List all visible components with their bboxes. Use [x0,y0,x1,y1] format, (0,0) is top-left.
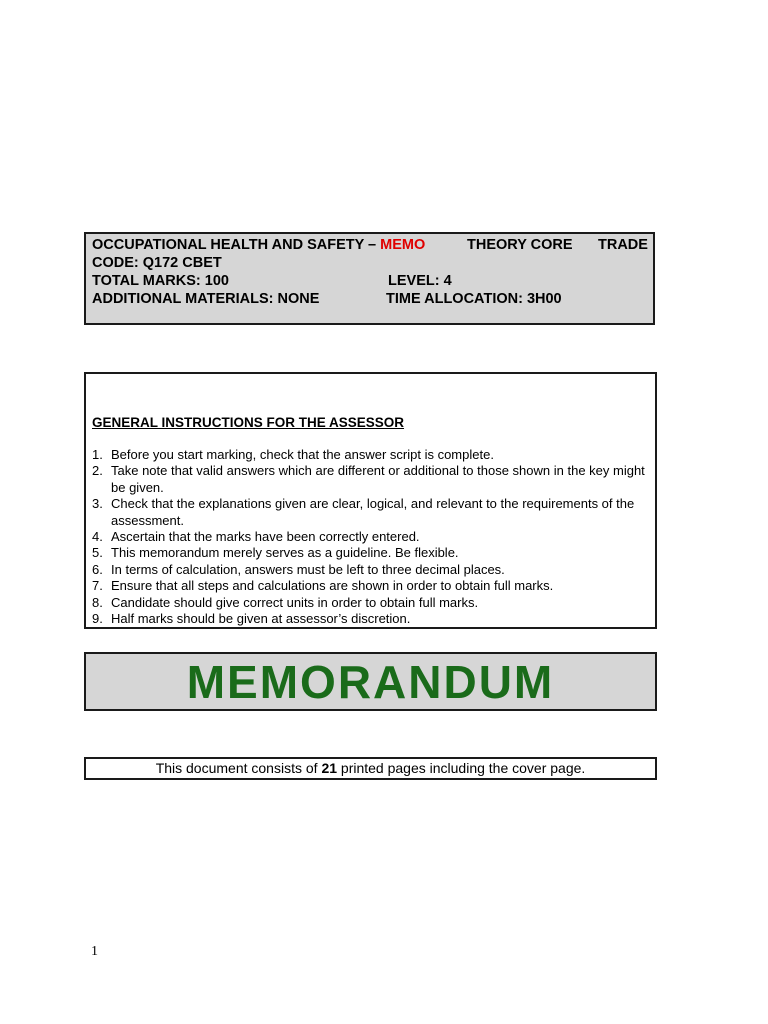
header-line-1 [92,236,649,254]
instruction-item: 2. Take note that valid answers which are different or additional to those shown in the key might be given. [92,463,645,495]
instruction-item: 7. Ensure that all steps and calculations are shown in order to obtain full marks. [92,578,554,594]
instruction-item: 4. Ascertain that the marks have been correctly entered. [92,529,420,545]
page-count-suffix: printed pages including the cover page. [337,760,586,776]
instruction-item: 3. Check that the explanations given are clear, logical, and relevant to the requirements of the assessment. [92,496,635,528]
time-allocation: TIME ALLOCATION: 3H00 [386,291,562,307]
page-number: 1 [91,944,98,959]
theory-core-label: THEORY CORE [467,237,573,253]
page-count-number: 21 [321,760,338,776]
trade-label: TRADE [598,237,648,253]
page-count-note [84,757,657,780]
total-marks: TOTAL MARKS: 100 [92,273,229,289]
instruction-item: 9. Half marks should be given at assessor’s discretion. [92,611,411,627]
instruction-item: 6. In terms of calculation, answers must be left to three decimal places. [92,561,505,577]
instructions-list [92,447,647,627]
additional-materials: ADDITIONAL MATERIALS: NONE [92,291,320,307]
memorandum-banner: MEMORANDUM [84,652,657,711]
instruction-item: 8. Candidate should give correct units in order to obtain full marks. [92,594,479,610]
document-header-box [84,232,655,325]
subject-title: OCCUPATIONAL HEALTH AND SAFETY – [92,237,381,253]
trade-code: CODE: Q172 CBET [92,255,222,271]
level: LEVEL: 4 [388,273,452,289]
instructions-title: GENERAL INSTRUCTIONS FOR THE ASSESSOR [92,415,405,430]
instruction-item: 5. This memorandum merely serves as a guideline. Be flexible. [92,545,459,561]
page-count-prefix: This document consists of [155,760,322,776]
instruction-item: 1. Before you start marking, check that the answer script is complete. [92,447,494,462]
memo-label: MEMO [380,237,426,253]
instructions-box [84,372,657,629]
